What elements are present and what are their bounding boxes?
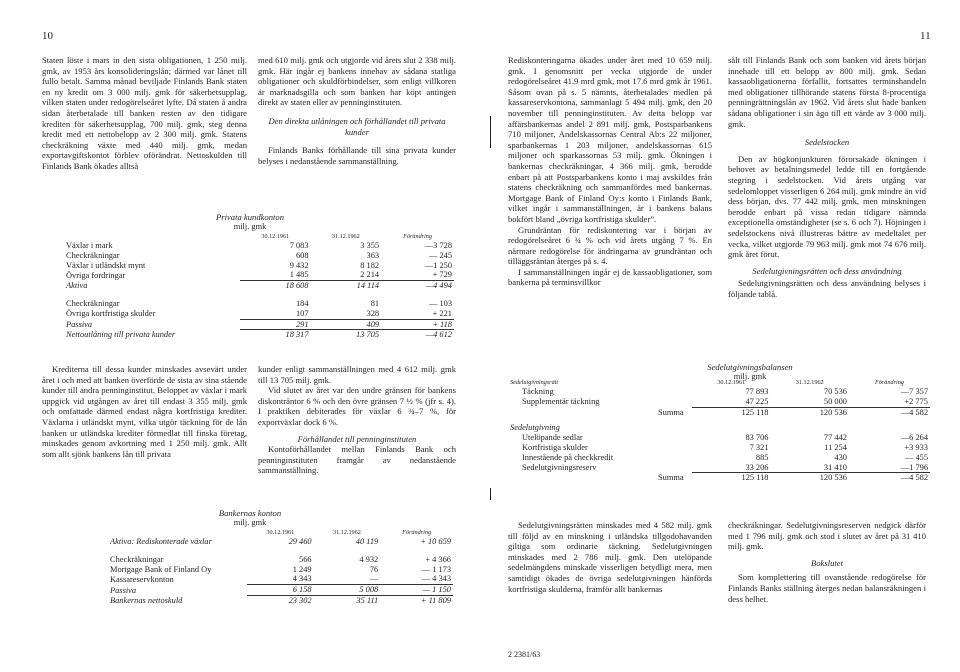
table-cell-label	[64, 232, 240, 241]
table-cell-value: 9 432	[289, 260, 309, 270]
table-cell-value: 107	[240, 309, 311, 319]
table-cell-value: —4 494	[425, 281, 452, 291]
table-cell-label: Summa	[658, 407, 684, 417]
paragraph-account-relation: Kontoförhållandet mellan Finlands Bank och penninginstituten framgår av nedanstående sammanställning.	[258, 444, 456, 476]
paragraph-customers-total: kunder enligt sammanställningen med 4 612 milj. gmk till 13 705 milj. gmk.	[258, 364, 456, 385]
table-cell-label: 30.12.1961	[266, 529, 295, 536]
table-cell-value: 1 249	[292, 564, 312, 574]
bank-accounts-table	[108, 528, 453, 606]
table-cell-value: 1 485	[240, 270, 311, 280]
table-cell-value: 18 608	[285, 281, 309, 291]
table-cell-value: 5 008	[314, 585, 381, 596]
table-cell-label: 31.12.1962	[795, 379, 824, 386]
paragraph-discount-rates: Vid slutet av året var den undre gränsen för bankens diskonträntor 6 % och den övre gränsen 7 ½ % (jfr s. 4). I praktiken debiterades för växlar 6 ¾–7 %, för exportväxlar dock 6 %.	[258, 385, 456, 427]
table-cell-value: 40 119	[355, 537, 379, 546]
text-column-3b	[508, 520, 712, 594]
table-cell-value: 125 118	[741, 407, 769, 417]
text-column-2b	[258, 364, 456, 476]
table-cell-label	[692, 423, 770, 433]
table-cell-label: 30.12.1961	[717, 379, 746, 386]
paragraph-issue-decrease: Sedelutgivningsrätten minskades med 4 582 milj. gmk till följd av en minskning i utländska tillgodohavanden giltiga som ordinarie täckning. Sedelutgivningen minskades med 2 786 milj. gmk. Den utelöpande sedelmängdens minskade visserligen betydligt mera, men samtidigt ökades de övriga sedelutgivningen hänförda kortfristiga skulderna, framför allt bankernas	[508, 520, 712, 594]
table-row	[508, 397, 930, 407]
table-cell-label	[108, 547, 247, 555]
table-cell-label: Förändring	[402, 529, 432, 536]
table-cell-value: 11 254	[824, 442, 847, 452]
table-cell-value: — 1 150	[380, 585, 453, 596]
table-cell-value: 7 083	[289, 241, 309, 250]
table-cell-label: Supplementär täckning	[522, 397, 600, 407]
table-row	[64, 251, 454, 261]
table-cell-label: Utelöpande sedlar	[522, 433, 583, 443]
table-cell-value: — 4 343	[380, 574, 453, 584]
table-cell-value: +2 775	[849, 397, 930, 407]
margin-bar	[490, 488, 491, 500]
text-column-3	[508, 55, 712, 288]
table-cell-value: 409	[311, 319, 382, 330]
table-row-aktiva	[64, 281, 454, 291]
table-cell-value: 13 705	[356, 330, 380, 340]
paragraph-base-rate: Grundräntan för rediskontering var i början av redogörelseåret 6 ¾ % och vid årets utgång 7 %. En närmare redogörelse för ändringarna av grundräntan och tilläggsräntan återges på s. 4.	[508, 224, 712, 267]
table-row	[508, 443, 930, 453]
text-column-1	[42, 55, 247, 172]
paragraph-balance-sheet: Som komplettering till ovanstående redogörelse för Finlands Banks ställning återges nedan balansräkningen i dess helhet.	[728, 572, 926, 604]
table-cell-label: Checkräkningar	[66, 298, 120, 308]
table-cell-value: +3 933	[904, 442, 928, 452]
table-cell-value: 33 206	[692, 463, 770, 473]
table-row	[108, 565, 453, 575]
table-row-net	[64, 330, 454, 340]
table-row-sum	[508, 473, 930, 483]
table-cell-value: + 118	[381, 319, 454, 330]
paragraph-net-debt: med 610 milj. gmk och utgjorde vid årets slut 2 338 milj. gmk. Här ingår ej bankens innehav av sådana statliga obligationer och skuldförbindelser, som enligt villkoren är marknadsgilla och som banken har köpt antingen direkt av staten eller av penninginstituten.	[258, 55, 456, 108]
table-title-bank-accounts: Bankernas konton	[218, 508, 282, 518]
table-cell-label: 31.12.1962	[332, 529, 361, 536]
table-row-sum	[508, 407, 930, 417]
table-cell-label	[314, 547, 381, 555]
col-header-1962: 31.12.1962	[331, 233, 360, 240]
col-header-change: Förändring	[403, 233, 432, 240]
table-unit-banks: milj. gmk	[233, 518, 267, 527]
paragraph-rediscounting: Rediskonteringarna ökades under året med 10 659 milj. gmk. I genomsnitt per vecka utgjorde de under redogörelseåret 41.9 mrd gmk, mot 17.6 mrd gmk år 1961. Såsom ovan på s. 5 nämnts, återbetalades medlen på kassareservkontona, sammanlagt 5 494 milj. gmk, den 20 november till penninginstituten. Av detta belopp var affärsbankernas andel 2 891 milj. gmk, Postsparbankens 710 miljoner, Andelskassornas Central Ab:s 22 miljoner, sparbankernas 1 203 miljoner, andelskassornas 615 miljoner och sparkassornas 53 milj. gmk. Ökningen i bankernas checkräkningar, 4 366 milj. gmk, berodde enbart på att Postsparbankens konto i maj avskildes från statens checkräkning och sammanfördes med bankernas. Mortgage Bank of Finland Oy:s konto i Finlands Bank, vilket ingår i sammanställningen, är i bankens balans bokfört bland „övriga kortfristiga skulder”.	[508, 55, 712, 224]
table-row	[508, 463, 930, 473]
table-row	[64, 309, 454, 319]
paragraph-credits: Krediterna till dessa kunder minskades avsevärt under året i och med att banken överförde de sista av sina stående kunder till andra penninginstitut. Beloppet av växlar i mark uppgick vid utgången av året till endast 3 355 milj. gmk och omfattade därmed endast några kortfristiga krediter. Växlarna i utländskt mynt, vilka utgör täckning för de lån banken ur utländska krediter förmedlat till finska företag, minskades genom avkortning med 1 250 milj. gmk. Allt som allt sjönk bankens lån till privata	[42, 364, 247, 459]
table-cell-value: — 455	[904, 452, 928, 462]
table-cell-value: — 245	[428, 250, 452, 260]
table-cell-label: Bankernas nettoskuld	[110, 595, 183, 605]
text-column-1b	[42, 364, 247, 459]
paragraph-private-customers: Finlands Banks förhållande till sina privata kunder belyses i nedanstående sammanställning.	[258, 145, 456, 166]
table-cell-label: Aktiva: Rediskonterade växlar	[110, 537, 212, 546]
table-cell-label: Passiva	[66, 320, 93, 330]
table-cell-label	[380, 547, 453, 555]
table-row	[108, 555, 453, 565]
table-cell-value: + 11 809	[420, 595, 451, 605]
table-cell-label	[849, 423, 930, 433]
table-cell-value: + 4 366	[425, 554, 451, 564]
table-cell-label: Kassareservkonton	[110, 574, 174, 584]
table-cell-value: 328	[311, 309, 382, 319]
table-cell-label: Summa	[658, 473, 684, 483]
text-column-2	[258, 55, 456, 166]
heading-direct-lending: Den direkta utlåningen och förhållandet till privata kunder	[268, 115, 446, 137]
page-number-left: 10	[42, 30, 53, 42]
text-column-4b	[728, 520, 926, 604]
section-label-issue-right: Sedelutgivningsrätt	[510, 379, 559, 386]
table-cell-label: Täckning	[522, 387, 554, 396]
text-column-4	[728, 55, 926, 299]
paragraph-issue-right: Sedelutgivningsrätten och dess användning belyses i följande tablå.	[728, 278, 926, 299]
table-cell-label: Innestående på checkkredit	[522, 452, 614, 462]
table-cell-value: 885	[755, 452, 769, 462]
heading-bokslutet: Bokslutet	[811, 557, 843, 568]
table-cell-value: 2 214	[311, 270, 382, 280]
table-cell-value: 8 182	[360, 260, 380, 270]
table-cell-value: 77 442	[823, 433, 847, 443]
table-cell-value: —6 264	[900, 433, 928, 443]
right-page	[480, 0, 960, 672]
table-cell-label: Aktiva	[66, 281, 88, 291]
table-cell-value: 4 343	[247, 574, 314, 584]
table-row-net	[108, 595, 453, 605]
table-cell-value: 18 317	[285, 330, 309, 340]
table-cell-label	[108, 528, 247, 537]
table-cell-value: + 221	[381, 309, 454, 319]
table-cell-label: Övriga kortfristiga skulder	[66, 309, 156, 319]
table-title-private-accounts: Privata kundkonton	[215, 212, 285, 222]
table-header-row	[108, 528, 453, 537]
table-cell-label: Checkräkningar	[66, 250, 120, 260]
table-cell-label: Växlar i utländskt mynt	[66, 260, 146, 270]
table-unit-private: milj. gmk	[233, 222, 267, 231]
table-cell-label: Förändring	[875, 379, 904, 386]
table-section-row	[508, 423, 930, 433]
table-row	[108, 574, 453, 584]
page-footer: 2 2381/63	[508, 650, 541, 659]
paragraph-state-loans: Staten löste i mars in den sista obligationen, 1 250 milj. gmk, av 1953 års konsolideringslån; därmed var lånet till fullo betalt. Samma månad beviljade Finlands Bank staten en ny kredit om 3 000 milj. gmk för säkerhetsupplag, vilken staten under redogörelseåret lyfte. Då staten å andra sidan återbetalade till banken resten av den tidigare krediten för säkerhetsupplag, 700 milj. gmk, steg denna kredit med ett nettobelopp av 2 300 milj. gmk. Statens checkräkning växte med 440 milj. gmk, medan exportavgiftskontot förblev oförändrat. Nettoskulden till Finlands Bank ökades alltså	[42, 55, 247, 171]
table-row	[508, 387, 930, 397]
table-cell-value: —	[314, 574, 381, 584]
table-row	[64, 241, 454, 251]
table-cell-label: Checkräkningar	[110, 554, 164, 564]
table-cell-label	[770, 423, 848, 433]
table-cell-value: —7 357	[900, 387, 928, 396]
table-cell-label: Passiva	[110, 585, 137, 595]
table-cell-value: 77 893	[745, 387, 769, 396]
heading-issue-right: Sedelutgivningsrätten och dess användning	[752, 265, 902, 276]
table-cell-value: 430	[834, 452, 847, 462]
table-cell-label: Övriga fordringar	[66, 270, 126, 280]
table-cell-value: 120 536	[819, 407, 847, 417]
table-row-aktiva	[108, 537, 453, 547]
table-cell-value: —4 582	[900, 473, 928, 483]
note-issue-balance-table	[508, 378, 930, 483]
table-cell-value: —1 796	[849, 463, 930, 473]
table-cell-value: 29 460	[288, 537, 312, 546]
table-cell-value: 83 706	[745, 433, 769, 443]
table-row	[508, 453, 930, 463]
table-cell-label	[240, 291, 311, 299]
table-cell-label	[311, 291, 382, 299]
table-cell-value: —4 612	[425, 330, 452, 340]
table-cell-value: —1 250	[424, 260, 452, 270]
heading-sedelstocken: Sedelstocken	[804, 137, 850, 148]
paragraph-cash-obligations: I sammanställningen ingår ej de kassaobligationer, som bankerna på terminsvillkor	[508, 266, 712, 288]
table-row	[508, 433, 930, 443]
table-cell-value: 7 321	[749, 442, 769, 452]
table-cell-label: Växlar i mark	[66, 241, 113, 250]
table-cell-value: — 1 173	[421, 564, 451, 574]
table-cell-value: 3 355	[360, 241, 380, 250]
table-cell-value: —4 582	[900, 407, 928, 417]
table-cell-value: 31 410	[770, 463, 848, 473]
table-cell-value: 125 118	[741, 473, 769, 483]
table-cell-value: 23 302	[288, 595, 312, 605]
heading-penninginstituten: Förhållandet till penninginstituten	[297, 433, 417, 444]
table-cell-value: 363	[366, 250, 380, 260]
paragraph-term-trade: sålt till Finlands Bank och som banken vid årets början innehade till ett belopp av 800 milj. gmk. Sedan kassaobligationerna förfallit, fortsattes terminshandeln med obligationer tillhörande statens första 8-procentiga penningrättningslån av 1962. Vid årets slut hade banken sådana obligationer i sin ägo till ett värde av 3 000 milj. gmk.	[728, 55, 926, 129]
table-row-passiva	[64, 319, 454, 330]
col-header-1961: 30.12.1961	[261, 233, 290, 240]
table-cell-value: 566	[299, 554, 312, 564]
table-cell-value: 14 114	[356, 281, 380, 291]
table-row	[64, 299, 454, 309]
table-cell-value: 35 111	[356, 595, 379, 605]
table-cell-value: 184	[295, 298, 309, 308]
table-title-note-balance: Sedelutgivningsbalansen	[707, 362, 793, 372]
table-cell-value: 50 000	[770, 397, 848, 407]
margin-bar	[490, 116, 491, 148]
paragraph-reserve: checkräkningar. Sedelutgivningsreserven nedgick därför med 1 796 milj. gmk och stod i slutet av året på 31 410 milj. gmk.	[728, 520, 926, 552]
table-cell-value: 120 536	[819, 473, 847, 483]
page-number-right: 11	[920, 30, 931, 42]
table-cell-value: + 729	[381, 270, 454, 280]
table-row	[64, 261, 454, 271]
table-cell-label: Sedelutgivning	[510, 423, 560, 433]
table-cell-label	[64, 291, 240, 299]
table-cell-label: Kortfristiga skulder	[522, 442, 588, 452]
table-cell-value: + 10 659	[420, 537, 451, 546]
table-row	[64, 270, 454, 280]
table-cell-value: 81	[370, 298, 380, 308]
table-cell-value: 47 225	[692, 397, 770, 407]
paragraph-note-stock: Den av högkonjunkturen förorsakade ökningen i behovet av betalningsmedel ledde till en fortgående stegring i sedelstocken. Vid årets utgång var sedelomloppet visserligen 6 264 milj. gmk mindre än vid dess början, dvs. 77 442 milj. gmk, men minskningen berodde enbart på vissa redan tidigare nämnda exceptionella omständigheter (se s. 6 och 7). Höjningen i sedelstockens nivå illustreras bättre av medeltalet per vecka, vilket utgjorde 79 963 milj. gmk mot 74 676 milj. gmk året förut.	[728, 153, 926, 260]
table-cell-label: Nettoutlåning till privata kunder	[66, 330, 176, 340]
table-cell-label: Sedelutgivningsreserv	[522, 463, 597, 473]
table-cell-value: —3 728	[424, 241, 452, 250]
table-cell-value: 70 536	[823, 387, 847, 396]
table-cell-label	[381, 291, 454, 299]
table-header-row	[64, 232, 454, 241]
table-cell-value: 6 158	[247, 585, 314, 596]
private-accounts-table	[64, 232, 454, 340]
table-cell-value: 291	[240, 319, 311, 330]
table-cell-value: 608	[295, 250, 309, 260]
table-cell-value: 76	[369, 564, 379, 574]
table-cell-value: 4 932	[359, 554, 379, 564]
table-unit-notes: milj. gmk	[733, 372, 767, 381]
table-cell-label: Mortgage Bank of Finland Oy	[110, 564, 212, 574]
table-row-passiva	[108, 585, 453, 596]
table-header-row	[508, 378, 930, 387]
table-cell-value: — 103	[428, 298, 452, 308]
table-cell-label	[247, 547, 314, 555]
